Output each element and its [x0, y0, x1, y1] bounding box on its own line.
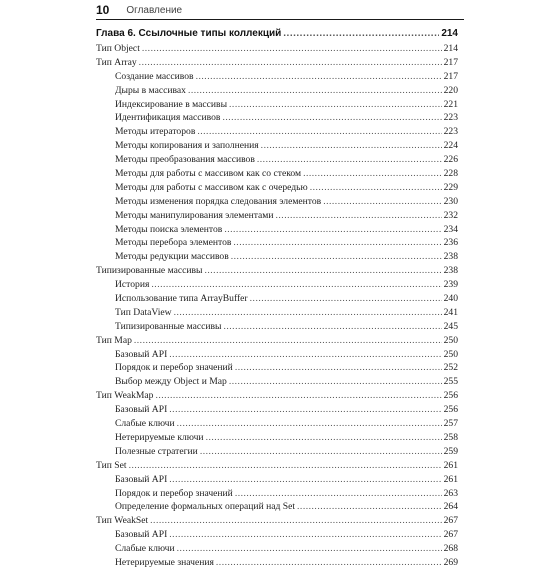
toc-entry-title: Слабые ключи	[115, 543, 175, 555]
toc-entry	[96, 153, 458, 167]
toc-entry	[96, 514, 458, 528]
dot-leader	[224, 223, 441, 237]
toc-entry	[96, 42, 458, 56]
toc-entry	[96, 98, 458, 112]
toc-entry-title: Тип Map	[96, 334, 132, 346]
toc-entry	[96, 195, 458, 209]
dot-leader	[169, 528, 441, 542]
toc-entry-page: 223	[443, 126, 458, 138]
dot-leader	[283, 26, 439, 42]
dot-leader	[235, 361, 442, 375]
dot-leader	[169, 473, 441, 487]
toc-entry-page: 258	[443, 431, 458, 443]
toc-entry-page: 268	[443, 543, 458, 555]
toc-entry-title: Типизированные массивы	[96, 265, 203, 277]
toc-entries	[96, 42, 458, 570]
dot-leader	[261, 139, 442, 153]
toc-entry-title: Методы для работы с массивом как со стеком	[115, 168, 302, 180]
page-number: 10	[96, 3, 110, 17]
toc-entry-page: 255	[443, 376, 458, 388]
toc-entry-title: Тип Set	[96, 459, 127, 471]
toc-entry-page: 229	[443, 181, 458, 193]
dot-leader	[297, 500, 442, 514]
toc-entry	[96, 292, 458, 306]
dot-leader	[177, 417, 442, 431]
dot-leader	[142, 42, 442, 56]
toc-entry-page: 257	[443, 418, 458, 430]
toc-entry	[96, 389, 458, 403]
toc-entry	[96, 236, 458, 250]
dot-leader	[223, 320, 441, 334]
toc-entry-title: Методы для работы с массивом как с очередью	[115, 181, 308, 193]
toc-entry-page: 269	[443, 556, 458, 568]
toc-entry-page: 223	[443, 112, 458, 124]
running-title: Оглавление	[126, 4, 183, 16]
dot-leader	[150, 514, 441, 528]
toc-entry	[96, 542, 458, 556]
toc-entry-page: 234	[443, 223, 458, 235]
dot-leader	[139, 56, 442, 70]
toc-entry-title: Методы поиска элементов	[115, 223, 223, 235]
dot-leader	[250, 292, 442, 306]
toc-entry-page: 252	[443, 362, 458, 374]
toc-entry-page: 261	[443, 459, 458, 471]
toc-entry	[96, 528, 458, 542]
toc-entry	[96, 403, 458, 417]
toc-entry-title: Использование типа ArrayBuffer	[115, 293, 248, 305]
toc-entry-title: Создание массивов	[115, 70, 194, 82]
toc-entry-title: Тип WeakSet	[96, 515, 149, 527]
toc-entry-title: Методы копирования и заполнения	[115, 140, 259, 152]
toc-entry-title: Методы редукции массивов	[115, 251, 229, 263]
chapter-title: Глава 6. Ссылочные типы коллекций	[96, 28, 282, 39]
toc-entry-title: Базовый API	[115, 404, 168, 416]
dot-leader	[177, 542, 442, 556]
toc-entry-page: 220	[443, 84, 458, 96]
toc-entry-title: Методы перебора элементов	[115, 237, 232, 249]
toc-entry-title: Методы итераторов	[115, 126, 196, 138]
dot-leader	[200, 445, 442, 459]
toc-entry-page: 267	[443, 529, 458, 541]
toc-entry-page: 259	[443, 445, 458, 457]
toc-entry-title: Полезные стратегии	[115, 445, 198, 457]
toc-entry-page: 238	[443, 251, 458, 263]
toc-entry-title: Определение формальных операций над Set	[115, 501, 296, 513]
toc-entry	[96, 139, 458, 153]
toc-entry-page: 261	[443, 473, 458, 485]
dot-leader	[257, 153, 442, 167]
dot-leader	[229, 98, 442, 112]
dot-leader	[231, 250, 442, 264]
toc-entry	[96, 70, 458, 84]
toc-entry-page: 256	[443, 390, 458, 402]
toc-entry	[96, 556, 458, 570]
dot-leader	[174, 306, 442, 320]
toc-entry-page: 214	[443, 43, 458, 54]
toc-entry	[96, 84, 458, 98]
toc-chapter-heading	[96, 26, 458, 42]
dot-leader	[169, 348, 441, 362]
dot-leader	[303, 167, 442, 181]
dot-leader	[233, 236, 441, 250]
toc-entry-page: 264	[443, 501, 458, 513]
dot-leader	[169, 403, 441, 417]
toc-entry	[96, 348, 458, 362]
dot-leader	[216, 556, 442, 570]
toc-entry-page: 250	[443, 348, 458, 360]
dot-leader	[155, 389, 441, 403]
dot-leader	[129, 459, 442, 473]
toc-entry	[96, 56, 458, 70]
toc-entry	[96, 167, 458, 181]
dot-leader	[276, 209, 442, 223]
toc-entry	[96, 264, 458, 278]
dot-leader	[134, 334, 442, 348]
toc-entry	[96, 445, 458, 459]
dot-leader	[235, 487, 442, 501]
toc-entry-title: Порядок и перебор значений	[115, 487, 233, 499]
toc-entry	[96, 361, 458, 375]
toc-entry-title: Индексирование в массивы	[115, 98, 228, 110]
toc-entry-page: 267	[443, 515, 458, 527]
toc-entry	[96, 278, 458, 292]
toc-entry	[96, 111, 458, 125]
dot-leader	[206, 431, 442, 445]
toc-entry-page: 240	[443, 293, 458, 305]
toc-entry	[96, 181, 458, 195]
toc-entry-page: 238	[443, 265, 458, 277]
toc-entry	[96, 375, 458, 389]
toc-entry-page: 217	[443, 70, 458, 82]
dot-leader	[222, 111, 441, 125]
toc-entry-title: Порядок и перебор значений	[115, 362, 233, 374]
toc-entry-title: Тип Array	[96, 56, 137, 68]
dot-leader	[204, 264, 441, 278]
dot-leader	[196, 70, 442, 84]
toc-entry-page: 245	[443, 320, 458, 332]
toc-entry-page: 232	[443, 209, 458, 221]
toc-entry-title: Типизированные массивы	[115, 320, 222, 332]
toc-entry	[96, 334, 458, 348]
toc-entry-title: Тип WeakMap	[96, 390, 154, 402]
toc-entry	[96, 320, 458, 334]
toc-entry	[96, 459, 458, 473]
toc-entry-page: 256	[443, 404, 458, 416]
toc-entry	[96, 306, 458, 320]
toc-entry-page: 221	[443, 98, 458, 110]
chapter-page: 214	[441, 28, 458, 39]
toc-entry-title: Методы изменения порядка следования элементов	[115, 195, 322, 207]
toc-entry-page: 239	[443, 279, 458, 291]
toc-entry-title: Идентификация массивов	[115, 112, 221, 124]
toc-entry-title: Тип Object	[96, 43, 140, 54]
toc-entry	[96, 431, 458, 445]
toc-entry-title: Нетерируемые ключи	[115, 431, 204, 443]
toc-entry-page: 217	[443, 56, 458, 68]
toc-entry-title: Слабые ключи	[115, 418, 175, 430]
toc-entry-title: Методы преобразования массивов	[115, 154, 255, 166]
toc-entry-title: Дыры в массивах	[115, 84, 186, 96]
toc-entry	[96, 417, 458, 431]
toc-entry-page: 236	[443, 237, 458, 249]
toc-entry-title: Базовый API	[115, 348, 168, 360]
toc-entry-title: Нетерируемые значения	[115, 556, 214, 568]
toc-entry	[96, 209, 458, 223]
toc-entry-title: История	[115, 279, 150, 291]
toc-entry-page: 263	[443, 487, 458, 499]
toc-entry-page: 250	[443, 334, 458, 346]
toc-entry	[96, 250, 458, 264]
table-of-contents	[96, 26, 458, 570]
toc-entry-page: 228	[443, 168, 458, 180]
toc-entry-page: 230	[443, 195, 458, 207]
toc-entry-page: 226	[443, 154, 458, 166]
toc-entry-title: Тип DataView	[115, 306, 172, 318]
dot-leader	[188, 84, 442, 98]
toc-entry-title: Методы манипулирования элементами	[115, 209, 274, 221]
toc-entry	[96, 487, 458, 501]
toc-entry	[96, 473, 458, 487]
dot-leader	[151, 278, 441, 292]
page-header	[96, 1, 464, 20]
toc-entry-title: Базовый API	[115, 473, 168, 485]
dot-leader	[197, 125, 441, 139]
dot-leader	[323, 195, 441, 209]
toc-entry	[96, 500, 458, 514]
dot-leader	[310, 181, 442, 195]
toc-entry-title: Базовый API	[115, 529, 168, 541]
toc-entry	[96, 125, 458, 139]
dot-leader	[229, 375, 442, 389]
toc-entry-page: 224	[443, 140, 458, 152]
toc-entry-page: 241	[443, 306, 458, 318]
toc-entry-title: Выбор между Object и Map	[115, 376, 227, 388]
toc-entry	[96, 223, 458, 237]
